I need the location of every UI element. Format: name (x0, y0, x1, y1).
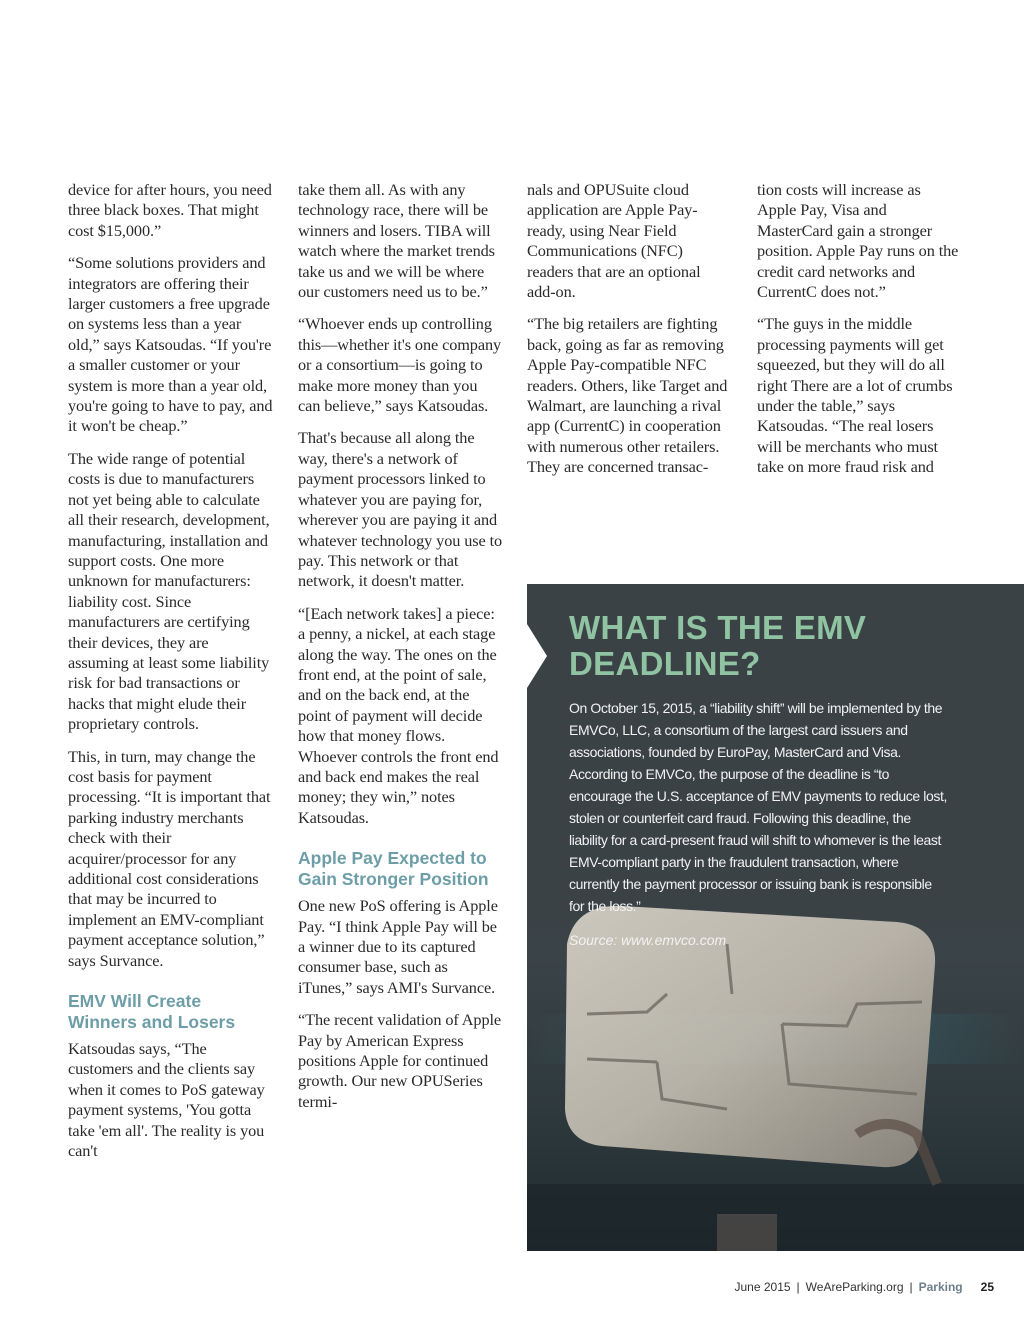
article-column-3 (527, 180, 732, 490)
paragraph: device for after hours, you need three black boxes. That might cost $15,000.” (68, 180, 272, 240)
paragraph: “The guys in the middle processing payments will get squeezed, but they will do all right There are a lot of crumbs under the table,” says Katsoudas. “The real losers will be merchants who must take on more fraud risk and (757, 314, 953, 477)
paragraph: This, in turn, may change the cost basis for payment processing. “It is important that parking industry merchants check with their acquirer/processor for any additional cost considerations that may be incurred to implement an EMV-compliant payment acceptance solution,” says Survance. (68, 746, 271, 970)
page-footer (0, 1280, 994, 1294)
section-heading: Apple Pay Expected to Gain Stronger Position (298, 848, 489, 890)
sidebar-title: WHAT IS THE EMV DEADLINE? (569, 609, 867, 682)
paragraph: That's because all along the way, there's a network of payment processors linked to whatever you are paying for, wherever you are paying it and whatever technology you use to pay. This network or that network, it doesn't matter. (298, 428, 503, 591)
footer-separator: | (909, 1280, 913, 1294)
section-heading: EMV Will Create Winners and Losers (68, 991, 236, 1033)
paragraph: The wide range of potential costs is due to manufacturers not yet being able to calculate all their research, development, manufacturing, installation and support costs. One more unknown for manufacturers: liability cost. Since manufacturers are certifying their devices, they are assuming at least some liability risk for bad transactions or hacks that might elude their proprietary controls. (68, 448, 270, 734)
footer-website: WeAreParking.org (805, 1280, 904, 1294)
article-column-4 (757, 180, 962, 490)
page-number: 25 (980, 1280, 994, 1294)
paragraph: take them all. As with any technology race, there will be winners and losers. TIBA will watch where the market trends take us and we will be where our customers need us to be.” (298, 180, 495, 302)
article-column-2 (298, 180, 503, 1124)
sidebar-body: On October 15, 2015, a “liability shift” will be implemented by the EMVCo, LLC, a consortium of the largest card issuers and associations, founded by EuroPay, MasterCard and Visa. According to EMVCo, the purpose of the deadline is “to encourage the U.S. acceptance of EMV payments to reduce lost, stolen or counterfeit card fraud. Following this deadline, the liability for a card-present fraud will shift to whomever is the least EMV-compliant party in the fraudulent transaction, where currently the payment processor or issuing bank is responsible for the loss.” (569, 700, 947, 914)
paragraph: “The recent validation of Apple Pay by American Express positions Apple for continued growth. Our new OPUSeries termi- (298, 1010, 502, 1111)
paragraph: “[Each network takes] a piece: a penny, a nickel, at each stage along the way. The ones on the front end, at the point of sale, and on the back end, at the point of payment will decide how that money flows. Whoever controls the front end and back end makes the real money; they win,” notes Katsoudas. (298, 603, 499, 827)
emv-deadline-sidebar (527, 584, 1024, 1251)
footer-date: June 2015 (734, 1280, 791, 1294)
paragraph: nals and OPUSuite cloud application are Apple Pay-ready, using Near Field Communications (NFC) readers that are an optional add-on. (527, 180, 701, 302)
footer-magazine: Parking (918, 1280, 963, 1294)
sidebar-notch (527, 624, 547, 688)
paragraph: “The big retailers are fighting back, going as far as removing Apple Pay-compatible NFC readers. Others, like Target and Walmart, are launching a rival app (CurrentC) in cooperation with numerous other retailers. They are concerned transac- (527, 314, 728, 477)
paragraph: “Some solutions providers and integrators are offering their larger customers a free upgrade on systems less than a year old,” says Katsoudas. “If you're a smaller customer or your system is more than a year old, you're going to have to pay, and it won't be cheap.” (68, 253, 273, 436)
paragraph: Katsoudas says, “The customers and the clients say when it comes to PoS gateway payment systems, 'You gotta take 'em all'. The reality is you can't (68, 1039, 265, 1161)
paragraph: “Whoever ends up controlling this—whether it's one company or a consortium—is going to make more money than you can believe,” says Katsoudas. (298, 314, 502, 416)
sidebar-source: Source: www.emvco.com (569, 932, 727, 948)
article-column-1 (68, 180, 273, 1173)
paragraph: tion costs will increase as Apple Pay, Visa and MasterCard gain a stronger position. Apple Pay runs on the credit card networks and CurrentC does not.” (757, 180, 959, 302)
paragraph: One new PoS offering is Apple Pay. “I think Apple Pay will be a winner due to its captured consumer base, such as iTunes,” says AMI's Survance. (298, 896, 498, 997)
footer-separator: | (796, 1280, 800, 1294)
